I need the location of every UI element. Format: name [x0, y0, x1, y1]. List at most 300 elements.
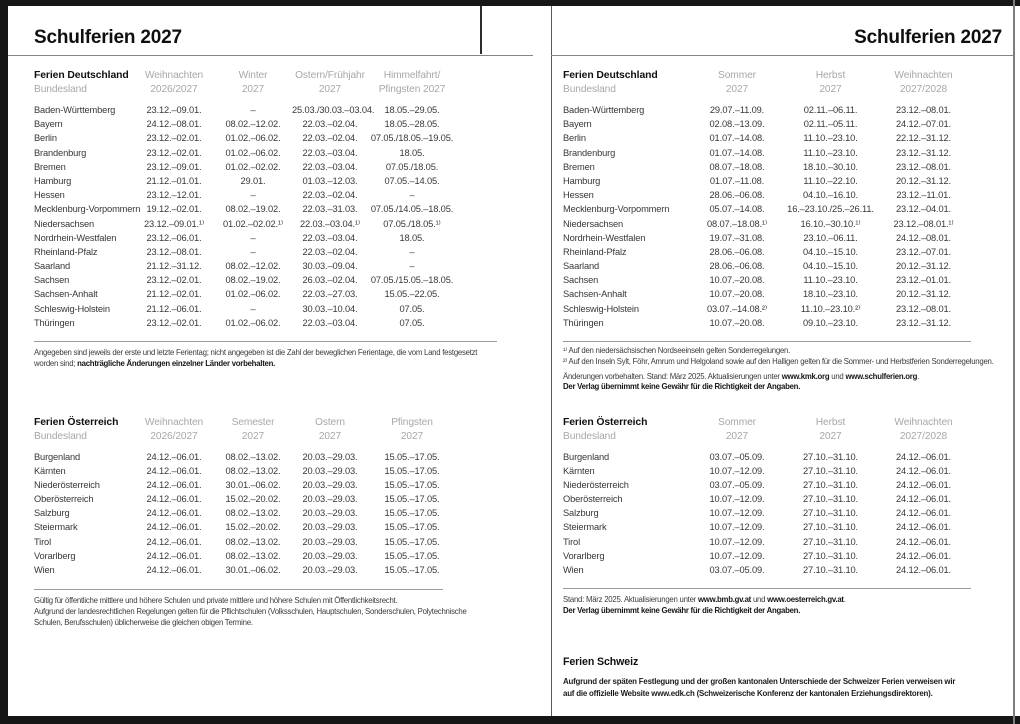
table-row	[563, 273, 970, 287]
holiday-dates: 07.05./18.05.¹⁾	[383, 218, 441, 229]
holiday-dates: 01.02.–06.02.	[225, 289, 281, 300]
table-row	[34, 160, 456, 174]
holiday-dates: 22.03.–03.04.¹⁾	[300, 218, 360, 229]
table-row	[563, 492, 970, 506]
holiday-dates: 01.02.–06.02.	[225, 147, 281, 158]
holiday-dates: –	[250, 232, 256, 243]
holiday-dates: 27.10.–31.10.	[803, 550, 858, 561]
table-row	[563, 160, 970, 174]
section-subtitle: Bundesland	[563, 430, 616, 442]
holiday-dates: 18.05.	[399, 147, 425, 158]
holiday-dates: 24.12.–06.01.	[896, 550, 951, 561]
holiday-dates: 29.01.	[240, 175, 266, 186]
state-name: Thüringen	[34, 317, 75, 328]
holiday-dates: 20.03.–29.03.	[302, 550, 358, 561]
table-row	[34, 217, 456, 231]
column-header: Semester 2027	[231, 417, 275, 442]
table-row	[563, 563, 970, 577]
holiday-dates: 23.12.–08.01.¹⁾	[893, 218, 954, 229]
holiday-dates: 27.10.–31.10.	[803, 564, 858, 575]
holiday-dates: 15.02.–20.02.	[225, 522, 281, 533]
holiday-dates: 22.03.–03.04.	[302, 317, 358, 328]
holiday-dates: 04.10.–16.10.	[803, 190, 858, 201]
state-name: Schleswig-Holstein	[34, 303, 110, 314]
section-subtitle: Bundesland	[563, 83, 616, 95]
holiday-dates: 01.02.–02.02.¹⁾	[223, 218, 283, 229]
holiday-dates: 01.03.–12.03.	[302, 175, 358, 186]
state-name: Saarland	[34, 261, 71, 272]
holiday-dates: 23.12.–12.01.	[146, 190, 202, 201]
state-name: Schleswig-Holstein	[563, 303, 639, 314]
switzerland-section-title: Ferien Schweiz	[563, 656, 639, 668]
holiday-dates: 11.10.–23.10.²⁾	[800, 303, 861, 314]
state-name: Sachsen-Anhalt	[563, 289, 627, 300]
page-edge-left	[0, 0, 8, 724]
holiday-dates: 07.05./18.05.–19.05.	[370, 133, 454, 144]
table-row	[563, 231, 970, 245]
holiday-dates: 20.03.–29.03.	[302, 522, 358, 533]
state-name: Kärnten	[34, 466, 66, 477]
holiday-dates: 02.11.–05.11.	[803, 119, 858, 130]
holiday-dates: 11.10.–23.10.	[803, 147, 858, 158]
section-title: Ferien Österreich	[34, 417, 119, 428]
column-header: Ostern 2027	[315, 417, 345, 442]
column-header: Himmelfahrt/ Pfingsten 2027	[378, 70, 446, 95]
table-row	[34, 563, 456, 577]
holiday-dates: –	[409, 246, 415, 257]
holiday-dates: 23.12.–08.01.	[896, 161, 951, 172]
footnote-rule	[34, 341, 497, 342]
holiday-dates: 24.12.–06.01.	[896, 564, 951, 575]
state-name: Mecklenburg-Vorpommern	[563, 204, 670, 215]
holiday-dates: 22.03.–02.04.	[302, 133, 358, 144]
holiday-dates: 15.05.–17.05.	[384, 536, 440, 547]
holiday-dates: 03.07.–05.09.	[709, 452, 765, 462]
holiday-dates: 08.07.–18.08.¹⁾	[707, 218, 767, 229]
holiday-dates: 24.12.–06.01.	[896, 508, 951, 519]
state-name: Burgenland	[34, 452, 81, 462]
state-name: Tirol	[34, 536, 51, 547]
state-name: Niedersachsen	[563, 218, 624, 229]
table-row	[563, 103, 970, 117]
column-header: Pfingsten 2027	[391, 417, 433, 442]
holiday-dates: 25.03./30.03.–03.04.	[292, 105, 375, 115]
column-header: Weihnachten 2026/2027	[144, 417, 204, 442]
table-row	[563, 259, 970, 273]
holiday-dates: 20.03.–29.03.	[302, 466, 358, 477]
holiday-dates: 30.03.–09.04.	[302, 261, 358, 272]
holiday-dates: 07.05.–14.05.	[384, 175, 440, 186]
holiday-dates: 08.07.–18.08.	[709, 161, 765, 172]
holiday-dates: 01.02.–06.02.	[225, 133, 281, 144]
table-row	[563, 174, 970, 188]
germany-footnotes-right: ¹⁾ Auf den niedersächsischen Nordseeinseln gelten Sonderregelungen. ²⁾ Auf den Inseln Sylt, Föhr, Amrum und Helgoland sowie auf den Halligen gelten für die Sommer- und Herbstferien Sonderregelungen. Änderungen vorbehalten. Stand: März 2025. Aktualisierungen unter www.kmk.org und www.schulferien.org. Der Verlag übernimmt keine Gewähr für die Richtigkeit der Angaben.	[563, 346, 994, 392]
state-name: Hamburg	[34, 175, 72, 186]
state-name: Burgenland	[563, 452, 610, 462]
state-name: Wien	[34, 564, 55, 575]
holiday-dates: 24.12.–06.01.	[146, 494, 202, 505]
holiday-dates: 08.02.–19.02.	[225, 204, 281, 215]
holiday-dates: 01.02.–06.02.	[225, 317, 281, 328]
column-header: Sommer 2027	[718, 417, 756, 442]
holiday-dates: 15.05.–17.05.	[384, 452, 440, 462]
table-row	[34, 492, 456, 506]
holiday-dates: 24.12.–06.01.	[146, 522, 202, 533]
header-rule-right	[551, 55, 1014, 56]
state-name: Sachsen-Anhalt	[34, 289, 98, 300]
holiday-dates: 23.12.–31.12.	[896, 317, 951, 328]
holiday-dates: 15.05.–17.05.	[384, 564, 440, 575]
holiday-dates: 21.12.–01.01.	[146, 175, 202, 186]
column-header: Ostern/Frühjahr 2027	[295, 70, 365, 95]
holiday-dates: 07.05.	[399, 303, 425, 314]
page-crease	[480, 6, 482, 54]
holiday-dates: 03.07.–05.09.	[709, 564, 765, 575]
page-title-right: Schulferien 2027	[854, 27, 1002, 48]
table-row	[34, 316, 456, 330]
holiday-dates: 10.07.–12.09.	[709, 494, 765, 505]
table-row	[34, 231, 456, 245]
table-row	[34, 273, 456, 287]
holiday-dates: 03.07.–05.09.	[709, 480, 765, 491]
header-rule-left	[8, 55, 533, 56]
germany-table-header-left	[34, 69, 456, 97]
section-title: Ferien Österreich	[563, 417, 648, 428]
state-name: Brandenburg	[563, 147, 616, 158]
state-name: Niedersachsen	[34, 218, 95, 229]
holiday-dates: 24.12.–07.01.	[896, 119, 951, 130]
section-subtitle: Bundesland	[34, 83, 87, 95]
holiday-dates: 27.10.–31.10.	[803, 508, 858, 519]
holiday-dates: 20.12.–31.12.	[896, 175, 951, 186]
holiday-dates: 15.05.–22.05.	[384, 289, 440, 300]
state-name: Bayern	[563, 119, 592, 130]
table-row	[34, 506, 456, 520]
holiday-dates: 24.12.–06.01.	[146, 466, 202, 477]
state-name: Berlin	[34, 133, 57, 144]
holiday-dates: 22.03.–03.04.	[302, 161, 358, 172]
state-name: Oberösterreich	[563, 494, 623, 505]
holiday-dates: –	[409, 261, 415, 272]
table-row	[563, 316, 970, 330]
footnote-rule	[34, 589, 443, 590]
holiday-dates: 08.02.–13.02.	[225, 550, 281, 561]
column-header: Herbst 2027	[815, 70, 846, 95]
column-header: Weihnachten 2027/2028	[894, 70, 953, 95]
state-name: Berlin	[563, 133, 586, 144]
state-name: Tirol	[563, 536, 580, 547]
state-name: Salzburg	[563, 508, 599, 519]
holiday-dates: 15.05.–17.05.	[384, 466, 440, 477]
holiday-dates: 28.06.–06.08.	[709, 261, 765, 272]
holiday-dates: 27.10.–31.10.	[803, 466, 858, 477]
austria-holidays-table-left	[34, 450, 456, 577]
holiday-dates: 24.12.–06.01.	[896, 466, 951, 477]
holiday-dates: 24.12.–06.01.	[896, 494, 951, 505]
holiday-dates: 23.12.–04.01.	[896, 204, 951, 215]
table-row	[34, 464, 456, 478]
state-name: Salzburg	[34, 508, 70, 519]
holiday-dates: 22.03.–03.04.	[302, 232, 358, 243]
table-row	[563, 520, 970, 534]
holiday-dates: 11.10.–23.10.	[803, 275, 858, 286]
holiday-dates: 24.12.–06.01.	[896, 522, 951, 533]
holiday-dates: 21.12.–06.01.	[146, 303, 202, 314]
page-gutter	[551, 6, 552, 716]
holiday-dates: 21.12.–02.01.	[146, 289, 202, 300]
holiday-dates: 23.12.–08.01.	[146, 246, 202, 257]
holiday-dates: 23.12.–02.01.	[146, 317, 202, 328]
holiday-dates: –	[250, 303, 256, 314]
section-title: Ferien Deutschland	[34, 70, 129, 81]
holiday-dates: 10.07.–20.08.	[709, 317, 765, 328]
holiday-dates: 04.10.–15.10.	[803, 261, 858, 272]
holiday-dates: 01.07.–14.08.	[709, 147, 765, 158]
state-name: Baden-Württemberg	[34, 105, 116, 115]
austria-holidays-table-right	[563, 450, 970, 577]
state-name: Kärnten	[563, 466, 595, 477]
column-header: Weihnachten 2027/2028	[894, 417, 953, 442]
holiday-dates: 08.02.–13.02.	[225, 466, 281, 477]
holiday-dates: 10.07.–12.09.	[709, 508, 765, 519]
column-header: Herbst 2027	[815, 417, 846, 442]
holiday-dates: –	[250, 105, 256, 115]
holiday-dates: 05.07.–14.08.	[709, 204, 765, 215]
state-name: Bremen	[34, 161, 66, 172]
table-row	[563, 549, 970, 563]
holiday-dates: 07.05./14.05.–18.05.	[370, 204, 454, 215]
table-row	[34, 450, 456, 464]
holiday-dates: 07.05./15.05.–18.05.	[370, 275, 454, 286]
table-row	[34, 174, 456, 188]
austria-footnote-right: Stand: März 2025. Aktualisierungen unter www.bmb.gv.at und www.oesterreich.gv.at. Der Verlag übernimmt keine Gewähr für die Richtigkeit der Angaben.	[563, 595, 846, 616]
table-row	[34, 146, 456, 160]
holiday-dates: 01.02.–02.02.	[225, 161, 281, 172]
holiday-dates: 23.12.–31.12.	[896, 147, 951, 158]
holiday-dates: 18.05.–28.05.	[384, 119, 440, 130]
holiday-dates: 08.02.–19.02.	[225, 275, 281, 286]
holiday-dates: 24.12.–06.01.	[896, 452, 951, 462]
holiday-dates: 23.12.–09.01.¹⁾	[144, 218, 204, 229]
austria-table-header-left	[34, 416, 456, 444]
state-name: Steiermark	[563, 522, 607, 533]
holiday-dates: 16.10.–30.10.¹⁾	[800, 218, 861, 229]
table-row	[563, 131, 970, 145]
holiday-dates: 23.12.–02.01.	[146, 147, 202, 158]
state-name: Thüringen	[563, 317, 604, 328]
holiday-dates: 07.05./18.05.	[385, 161, 439, 172]
holiday-dates: 15.02.–20.02.	[225, 494, 281, 505]
holiday-dates: 23.12.–11.01.	[896, 190, 951, 201]
state-name: Mecklenburg-Vorpommern	[34, 204, 141, 215]
table-row	[34, 259, 456, 273]
state-name: Rheinland-Pfalz	[34, 246, 98, 257]
holiday-dates: 08.02.–13.02.	[225, 508, 281, 519]
holiday-dates: 24.12.–06.01.	[146, 508, 202, 519]
holiday-dates: 03.07.–14.08.²⁾	[707, 303, 767, 314]
holiday-dates: 27.10.–31.10.	[803, 480, 858, 491]
holiday-dates: 30.01.–06.02.	[225, 480, 281, 491]
holiday-dates: 23.12.–09.01.	[146, 161, 202, 172]
holiday-dates: 23.12.–08.01.	[896, 105, 951, 115]
state-name: Rheinland-Pfalz	[563, 246, 627, 257]
holiday-dates: 15.05.–17.05.	[384, 522, 440, 533]
state-name: Hessen	[563, 190, 594, 201]
holiday-dates: 10.07.–20.08.	[709, 289, 765, 300]
holiday-dates: 15.05.–17.05.	[384, 494, 440, 505]
state-name: Vorarlberg	[563, 550, 605, 561]
holiday-dates: 22.03.–31.03.	[302, 204, 358, 215]
state-name: Vorarlberg	[34, 550, 76, 561]
holiday-dates: 28.06.–06.08.	[709, 190, 765, 201]
holiday-dates: 08.02.–12.02.	[225, 261, 281, 272]
column-header: Winter 2027	[238, 70, 268, 95]
page-edge-bottom	[0, 716, 1020, 724]
holiday-dates: 20.03.–29.03.	[302, 494, 358, 505]
austria-footnote-left: Gültig für öffentliche mittlere und höhere Schulen und private mittlere und höhere Schulen mit Öffentlichkeitsrecht. Aufgrund der landesrechtlichen Regelungen gelten für die Pflichtschulen (Volksschulen, Hauptschulen, Sonderschulen, Polytechnische Schulen, Berufsschulen) üblicherweise die gleichen obigen Termine.	[34, 596, 467, 628]
table-row	[563, 217, 970, 231]
holiday-dates: 23.12.–09.01.	[146, 105, 202, 115]
table-row	[563, 478, 970, 492]
state-name: Sachsen	[34, 275, 70, 286]
holiday-dates: 23.12.–06.01.	[146, 232, 202, 243]
holiday-dates: 08.02.–13.02.	[225, 536, 281, 547]
column-header: Sommer 2027	[718, 70, 756, 95]
table-row	[34, 117, 456, 131]
holiday-dates: 24.12.–06.01.	[146, 480, 202, 491]
table-row	[563, 302, 970, 316]
holiday-dates: 23.12.–02.01.	[146, 133, 202, 144]
holiday-dates: –	[250, 190, 256, 201]
table-row	[34, 478, 456, 492]
holiday-dates: 20.12.–31.12.	[896, 289, 951, 300]
footnote-rule	[563, 341, 971, 342]
holiday-dates: –	[250, 246, 256, 257]
table-row	[34, 302, 456, 316]
state-name: Niederösterreich	[34, 480, 100, 491]
footnote-rule	[563, 588, 971, 589]
table-row	[563, 450, 970, 464]
holiday-dates: 29.07.–11.09.	[709, 105, 765, 115]
holiday-dates: 10.07.–12.09.	[709, 522, 765, 533]
state-name: Baden-Württemberg	[563, 105, 645, 115]
table-row	[563, 202, 970, 216]
state-name: Hamburg	[563, 175, 601, 186]
state-name: Brandenburg	[34, 147, 87, 158]
germany-table-header-right	[563, 69, 970, 97]
state-name: Nordrhein-Westfalen	[34, 232, 117, 243]
page-title-left: Schulferien 2027	[34, 27, 182, 48]
holiday-dates: 28.06.–06.08.	[709, 246, 765, 257]
holiday-dates: 20.03.–29.03.	[302, 480, 358, 491]
table-row	[563, 464, 970, 478]
state-name: Saarland	[563, 261, 600, 272]
table-row	[563, 535, 970, 549]
state-name: Nordrhein-Westfalen	[563, 232, 646, 243]
holiday-dates: 07.05.	[399, 317, 425, 328]
table-row	[563, 188, 970, 202]
state-name: Bayern	[34, 119, 63, 130]
state-name: Wien	[563, 564, 584, 575]
holiday-dates: 10.07.–12.09.	[709, 536, 765, 547]
holiday-dates: 22.03.–02.04.	[302, 119, 358, 130]
holiday-dates: 27.10.–31.10.	[803, 452, 858, 462]
holiday-dates: 19.07.–31.08.	[709, 232, 765, 243]
table-row	[563, 146, 970, 160]
holiday-dates: 02.11.–06.11.	[803, 105, 858, 115]
holiday-dates: 01.07.–11.08.	[709, 175, 765, 186]
holiday-dates: 24.12.–06.01.	[146, 550, 202, 561]
table-row	[34, 520, 456, 534]
holiday-dates: 23.12.–02.01.	[146, 275, 202, 286]
holiday-dates: 24.12.–06.01.	[146, 452, 202, 462]
germany-holidays-table-right	[563, 103, 970, 330]
holiday-dates: 09.10.–23.10.	[803, 317, 858, 328]
table-row	[34, 202, 456, 216]
state-name: Bremen	[563, 161, 595, 172]
table-row	[34, 131, 456, 145]
holiday-dates: 15.05.–17.05.	[384, 550, 440, 561]
holiday-dates: 20.12.–31.12.	[896, 261, 951, 272]
holiday-dates: 08.02.–12.02.	[225, 119, 281, 130]
holiday-dates: 20.03.–29.03.	[302, 508, 358, 519]
state-name: Oberösterreich	[34, 494, 94, 505]
table-row	[34, 245, 456, 259]
holiday-dates: 10.07.–20.08.	[709, 275, 765, 286]
holiday-dates: 18.05.	[399, 232, 425, 243]
holiday-dates: 20.03.–29.03.	[302, 564, 358, 575]
holiday-dates: 11.10.–23.10.	[803, 133, 858, 144]
holiday-dates: 16.–23.10./25.–26.11.	[787, 204, 874, 215]
holiday-dates: 01.07.–14.08.	[709, 133, 765, 144]
state-name: Sachsen	[563, 275, 599, 286]
table-row	[34, 188, 456, 202]
holiday-dates: 30.03.–10.04.	[302, 303, 358, 314]
holiday-dates: –	[409, 190, 415, 201]
holiday-dates: 24.12.–08.01.	[146, 119, 202, 130]
holiday-dates: 23.12.–01.01.	[896, 275, 951, 286]
holiday-dates: 21.12.–31.12.	[146, 261, 202, 272]
holiday-dates: 18.05.–29.05.	[384, 105, 440, 115]
table-row	[34, 103, 456, 117]
holiday-dates: 20.03.–29.03.	[302, 452, 358, 462]
holiday-dates: 22.03.–02.04.	[302, 190, 358, 201]
austria-table-header-right	[563, 416, 970, 444]
state-name: Hessen	[34, 190, 65, 201]
holiday-dates: 15.05.–17.05.	[384, 480, 440, 491]
holiday-dates: 04.10.–15.10.	[803, 246, 858, 257]
state-name: Niederösterreich	[563, 480, 629, 491]
holiday-dates: 26.03.–02.04.	[302, 275, 358, 286]
section-subtitle: Bundesland	[34, 430, 87, 442]
section-title: Ferien Deutschland	[563, 70, 658, 81]
holiday-dates: 24.12.–06.01.	[896, 480, 951, 491]
holiday-dates: 23.10.–06.11.	[803, 232, 858, 243]
holiday-dates: 19.12.–02.01.	[146, 204, 202, 215]
table-row	[563, 287, 970, 301]
switzerland-text: Aufgrund der späten Festlegung und der großen kantonalen Unterschiede der Schweizer Ferien verweisen wir auf die offizielle Website www.edk.ch (Schweizerische Konferenz der kantonalen Erziehungsdirektoren).	[563, 677, 956, 698]
table-row	[34, 535, 456, 549]
holiday-dates: 24.12.–06.01.	[146, 564, 202, 575]
holiday-dates: 30.01.–06.02.	[225, 564, 281, 575]
holiday-dates: 22.03.–27.03.	[302, 289, 358, 300]
holiday-dates: 18.10.–30.10.	[803, 161, 858, 172]
holiday-dates: 08.02.–13.02.	[225, 452, 281, 462]
column-header: Weihnachten 2026/2027	[144, 70, 204, 95]
table-row	[563, 506, 970, 520]
state-name: Steiermark	[34, 522, 78, 533]
holiday-dates: 20.03.–29.03.	[302, 536, 358, 547]
